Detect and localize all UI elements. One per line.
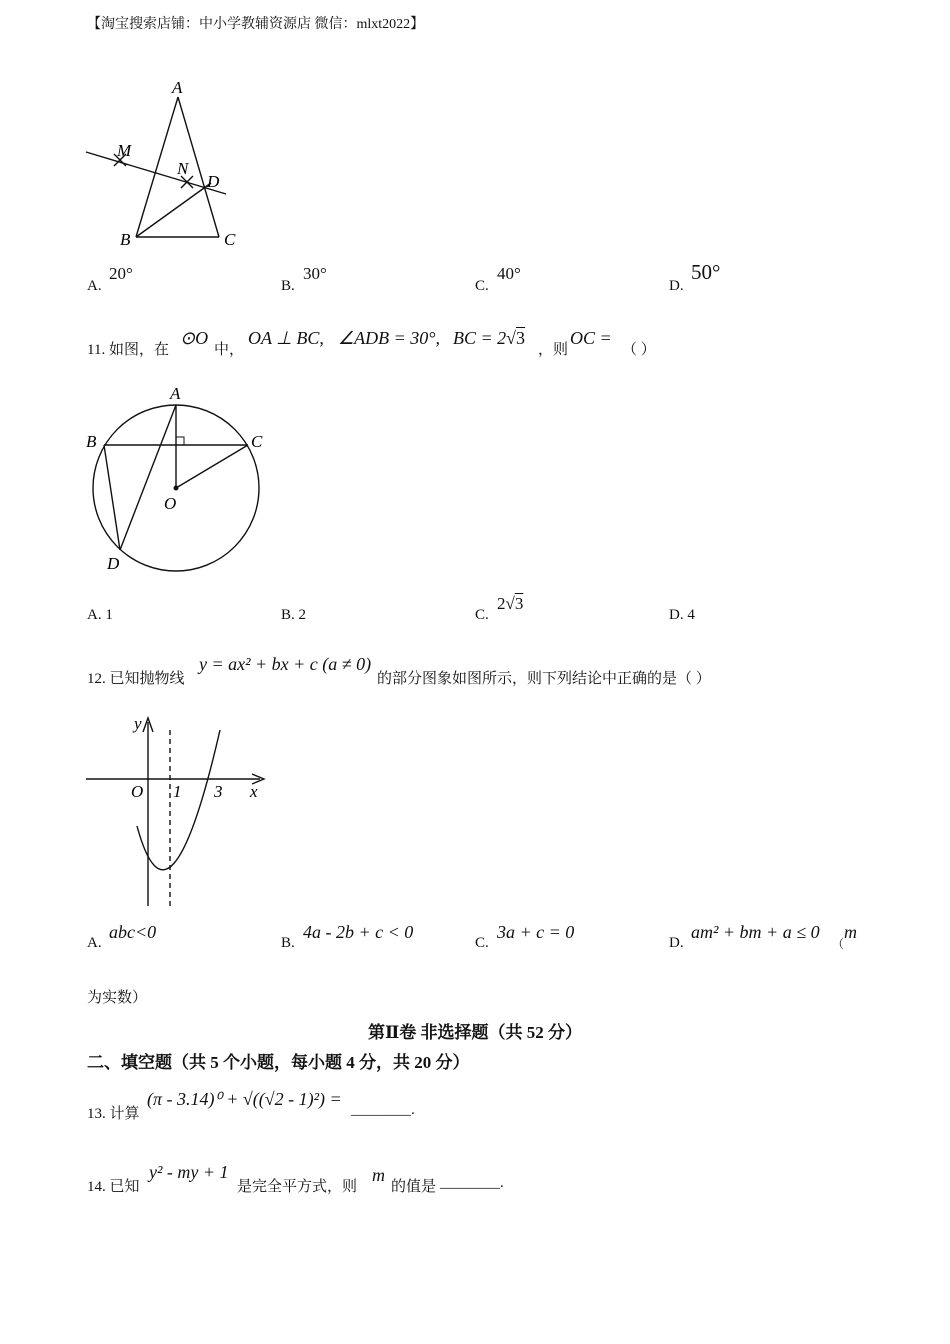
q10-option-c-letter: C. [475, 278, 489, 294]
q10-triangle-figure [80, 75, 250, 255]
q11-circle-o: ⊙O [180, 328, 209, 348]
q12-option-c-letter: C. [475, 935, 489, 951]
q10-option-b-letter: B. [281, 278, 295, 294]
q13-number: 13. 计算 [87, 1106, 140, 1122]
q11-number: 11. 如图，在 [87, 342, 169, 358]
q14-number: 14. 已知 [87, 1179, 140, 1195]
q11-center-point [174, 486, 179, 491]
q14-expr: y² - my + 1 [149, 1162, 229, 1182]
q11-label-b: B [86, 432, 97, 451]
q12-tail-paren: （ [832, 937, 845, 951]
q11-option-d: D. 4 [669, 607, 695, 623]
q12-option-b-value: 4a - 2b + c < 0 [303, 922, 414, 942]
q12-option-b-letter: B. [281, 935, 295, 951]
q10-option-b-value: 30° [303, 264, 327, 283]
q14-blank: ________. [440, 1175, 504, 1191]
q10-option-a-value: 20° [109, 264, 133, 283]
q12-formula: y = ax² + bx + c (a ≠ 0) [199, 654, 372, 674]
q11-option-b: B. 2 [281, 607, 307, 623]
q13-blank: ________. [351, 1102, 415, 1118]
q10-label-b: B [120, 230, 131, 249]
q12-label-o: O [131, 782, 144, 801]
q10-option-a-letter: A. [87, 278, 102, 294]
q14-var-m: m [372, 1165, 385, 1185]
q12-tail-line: 为实数） [87, 990, 148, 1006]
q12-option-a-value: abc<0 [109, 922, 157, 942]
q11-option-a: A. 1 [87, 607, 113, 623]
header-banner: 【淘宝搜索店铺：中小学教辅资源店 微信：mlxt2022】 [87, 17, 425, 32]
q11-option-c-letter: C. [475, 607, 489, 623]
q11-label-a: A [170, 384, 181, 403]
q10-option-c-value: 40° [497, 264, 521, 283]
q11-paren: （ ） [622, 342, 656, 358]
q12-label-x: x [250, 782, 258, 801]
q10-label-m: M [117, 141, 132, 160]
q11-circle-figure [80, 378, 280, 578]
q12-option-c-value: 3a + c = 0 [497, 922, 575, 942]
q12-option-d-value: am² + bm + a ≤ 0 [691, 922, 820, 942]
q13-expr: (π - 3.14)⁰ + √((√2 - 1)²) = [147, 1089, 342, 1109]
q10-label-a: A [172, 78, 183, 97]
q12-label-1: 1 [173, 782, 182, 801]
q12-option-a-letter: A. [87, 935, 102, 951]
q14-text1: 是完全平方式，则 [237, 1179, 358, 1195]
q11-ask: OC = [570, 328, 612, 348]
q11-label-o: O [164, 494, 177, 513]
q11-label-d: D [107, 554, 120, 573]
q11-zhong: 中， [214, 342, 245, 358]
q12-label-3: 3 [214, 782, 223, 801]
q10-option-d-value: 50° [691, 260, 721, 284]
q11-cond2: ∠ADB = 30°, [338, 328, 440, 348]
q12-text: 的部分图象如图所示，则下列结论中正确的是（ ） [377, 671, 711, 687]
q10-label-c: C [224, 230, 236, 249]
q10-label-d: D [207, 172, 220, 191]
q11-cond1: OA ⊥ BC, [248, 328, 324, 348]
q12-number: 12. 已知抛物线 [87, 671, 185, 687]
q12-label-y: y [134, 714, 142, 733]
q14-text2: 的值是 [391, 1179, 437, 1195]
section2-title: 第Ⅱ卷 非选择题（共 52 分） [367, 1023, 583, 1042]
section2-subtitle: 二、填空题（共 5 个小题，每小题 4 分，共 20 分） [87, 1053, 470, 1072]
q12-parabola-figure [80, 708, 280, 913]
q11-cond3: BC = 2√3 [453, 328, 526, 348]
q10-option-d-letter: D. [669, 278, 684, 294]
q12-option-d-letter: D. [669, 935, 684, 951]
q12-tail-m: m [844, 922, 857, 942]
q11-option-c-value: 2√3 [497, 594, 524, 613]
q11-label-c: C [251, 432, 263, 451]
q11-ze: ，则 [538, 342, 569, 358]
q10-label-n: N [177, 159, 189, 178]
